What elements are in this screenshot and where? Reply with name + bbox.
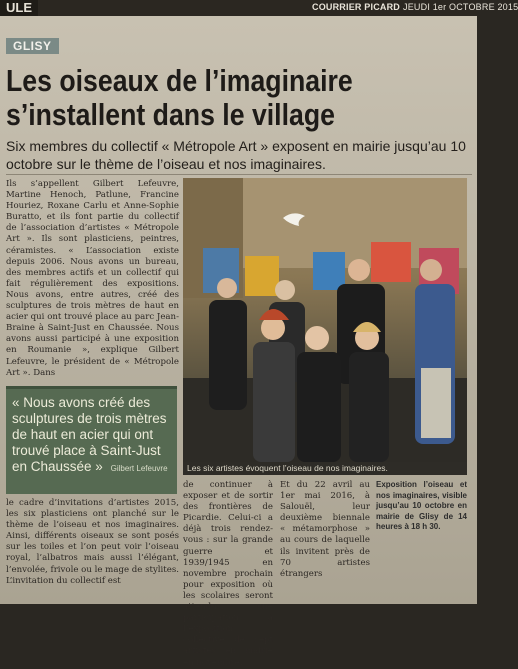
standfirst: Six membres du collectif « Métropole Art » exposent en mairie jusqu’au 10 octobre sur le thème de l’oiseau et nos imaginaires. (6, 138, 466, 172)
body-paragraph: Ils s’appellent Gilbert Lefeuvre, Martine Henoch, Patlune, Francine Houriez, Roxane Carlu et Anne-Sophie Buratto, et ils font partie du collectif de l’association d’artistes « Métropole Art ». Ils sont plasticiens, peintres, céramistes. « L’association existe depuis 2006. Nous avons un bureau, des membres actifs et un collectif qui fait régulièrement des expositions. Nous avons, entre autres, créé des sculptures de trois mètres de haut en acier qui ont trouvé place au parc Jean-Braine à Saint-Just en Chaussée. Nous avons aussi participé à une exposition en Roumanie », explique Gilbert Lefeuvre, le président de « Métropole Art ». Dans (6, 179, 179, 378)
painting (371, 242, 411, 282)
practical-info: Exposition l’oiseau et nos imaginaires, visible jusqu’au 10 octobre en mairie de Glisy de 14 heures à 18 h 30. (376, 480, 467, 531)
pull-quote-author: Gilbert Lefeuvre (110, 464, 168, 473)
painting (313, 252, 345, 290)
body-column-4 (376, 480, 467, 533)
body-column-1 (6, 179, 179, 379)
person (415, 259, 455, 444)
issue-date: JEUDI 1er OCTOBRE 2015 (403, 2, 518, 12)
body-paragraph: Et du 22 avril au 1er mai 2016, à Salouël, leur deuxième biennale « métamorphose » au cours de laquelle ils invitent près de 70 artistes étrangers (280, 480, 370, 579)
body-column-3 (280, 480, 370, 580)
section-tag: ULE (0, 0, 38, 16)
newspaper-name: COURRIER PICARD (312, 2, 401, 12)
group-photo-illustration (183, 178, 467, 462)
masthead (312, 2, 518, 12)
body-paragraph: le cadre d’invitations d’artistes 2015, les six plasticiens ont planché sur le thème de l’oiseau et nos imaginaires. Ainsi, différents oiseaux se sont posés sur les toiles et l’on peut voir l’oiseau royal, l’albatros mais aussi l’élégant, l’envolée, frivole ou le mage de stylites. L’invitation du collectif est (6, 498, 179, 586)
photo-caption: Les six artistes évoquent l’oiseau de nos imaginaires. (183, 462, 467, 475)
headline-line-2: s’installent dans le village (6, 97, 335, 132)
pull-quote (6, 386, 177, 494)
body-column-1-continued (6, 498, 179, 587)
painting (245, 256, 279, 296)
headline-line-1: Les oiseaux de l’imaginaire (6, 63, 353, 98)
group-photo (183, 178, 467, 462)
body-paragraph: de continuer à exposer et de sortir des frontières de Picardie. Celui-ci a déjà trois rendez-vous : sur la grande guerre et 1939/1945 en novembre prochain pour exposition où les scolaires seront attendus, une participation à l’exposition collective de sept artistes en mairie en novembre. (183, 480, 273, 668)
divider (6, 174, 472, 175)
body-column-2 (183, 480, 273, 669)
location-kicker: GLISY (6, 38, 59, 54)
headline (6, 64, 408, 132)
masthead-bar (0, 0, 518, 16)
pull-quote-text: « Nous avons créé des sculptures de trois mètres de haut en acier qui ont trouvé place à Saint-Just en Chaussée » (12, 395, 167, 474)
